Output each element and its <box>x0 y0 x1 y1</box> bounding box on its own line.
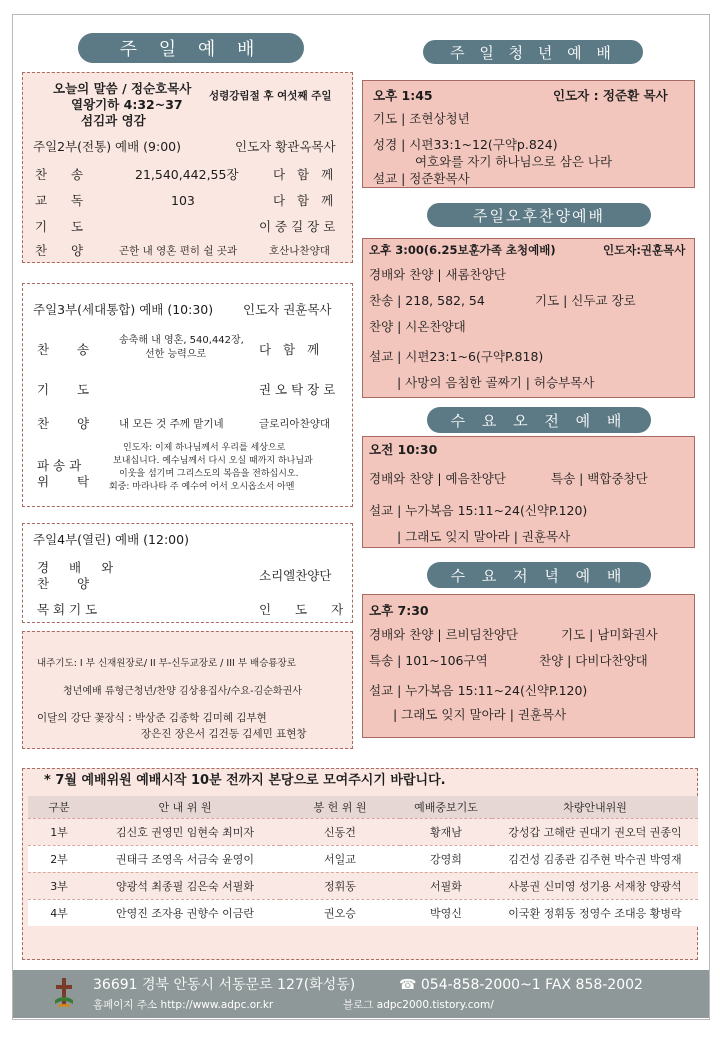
youth-sermon: 설교 | 정준환목사 <box>373 171 470 186</box>
row-value: 103 <box>171 193 195 208</box>
praise-right: 글로리아찬양대 <box>259 418 331 430</box>
afternoon-worship-title: 주일오후찬양예배 <box>427 203 651 227</box>
wed-evening-special: 특송 | 101~106구역 <box>369 653 488 668</box>
prayer-label: 목 회 기 도 <box>37 602 98 617</box>
service-header: 주일2부(전통) 예배 (9:00) <box>33 139 182 154</box>
youth-time: 오후 1:45 <box>373 88 433 103</box>
sunday-worship-title: 주 일 예 배 <box>78 33 304 63</box>
duty-cell: 권태극 조영옥 서금숙 윤영이 <box>90 845 280 872</box>
youth-prayer: 기도 | 조현상청년 <box>373 111 470 126</box>
duty-cell: 황재남 <box>400 818 492 845</box>
footer-blog[interactable]: 블로그 adpc2000.tistory.com/ <box>343 999 494 1011</box>
send-text: 이웃을 섬기며 그리스도의 복음을 전하십시오. <box>119 469 299 479</box>
wed-morning-scripture: 설교 | 누가복음 15:11~24(신약P.120) <box>369 503 588 518</box>
duty-title: * 7월 예배위원 예배시작 10분 전까지 본당으로 모여주시기 바랍니다. <box>44 773 446 788</box>
scripture: 열왕기하 4:32~37 <box>71 97 183 112</box>
hymn-line: 송축해 내 영혼, 540,442장, <box>119 335 244 346</box>
announcement: 장은진 장은서 김건동 김세민 표현창 <box>141 728 307 740</box>
hymn-label: 찬 송 <box>37 342 102 357</box>
afternoon-box <box>362 238 695 398</box>
duty-cell: 권오승 <box>280 899 400 926</box>
duty-header: 예배중보기도 <box>400 796 492 818</box>
fourth-service-box <box>22 523 353 623</box>
worship-label: 경 배 와 <box>37 560 122 575</box>
duty-cell: 강성갑 고해란 권대기 권오덕 권종익 <box>492 818 698 845</box>
announcement: 이달의 강단 꽃장식 : 박상준 김종학 김미혜 김부현 <box>37 712 267 724</box>
row-label: 찬 양 <box>35 243 94 258</box>
wed-evening-time: 오후 7:30 <box>369 603 429 618</box>
announcement: 청년예배 류형근청년/찬양 김상용집사/수요-김순화권사 <box>63 686 302 697</box>
wed-evening-worship: 경배와 찬양 | 르비딤찬양단 <box>369 627 518 642</box>
praise-label: 찬 양 <box>37 416 102 431</box>
footer-phone: ☎ 054-858-2000~1 FAX 858-2002 <box>399 977 643 993</box>
prayer-right: 인 도 자 <box>259 602 354 617</box>
hymn-right: 다 함 께 <box>259 342 324 357</box>
send-label: 파 송 과 <box>37 458 82 473</box>
wed-morning-special: 특송 | 백합중창단 <box>551 471 648 486</box>
duty-cell: 김건성 김종관 김주현 박수권 박영재 <box>492 845 698 872</box>
cross-icon <box>53 978 75 1010</box>
duty-cell: 4부 <box>28 899 90 926</box>
afternoon-prayer: 기도 | 신두교 장로 <box>535 293 636 308</box>
wed-morning-worship: 경배와 찬양 | 예음찬양단 <box>369 471 506 486</box>
leader: 인도자 권훈목사 <box>243 302 332 317</box>
duty-cell: 사봉권 신미영 성기용 서재창 양광석 <box>492 872 698 899</box>
praise-value: 내 모든 것 주께 맡기네 <box>119 418 224 430</box>
youth-scripture: 성경 | 시편33:1~12(구약p.824) <box>373 137 558 152</box>
duty-cell: 박영신 <box>400 899 492 926</box>
youth-worship-title: 주 일 청 년 예 배 <box>423 40 643 64</box>
second-service-box <box>22 72 353 263</box>
duty-cell: 2부 <box>28 845 90 872</box>
footer-homepage[interactable]: 홈페이지 주소 http://www.adpc.or.kr <box>93 999 274 1011</box>
row-right: 호산나찬양대 <box>269 245 330 257</box>
announcements-box <box>22 631 353 749</box>
row-right: 다 함 께 <box>273 167 338 182</box>
row-value: 21,540,442,55장 <box>135 167 239 182</box>
wed-evening-scripture: 설교 | 누가복음 15:11~24(신약P.120) <box>369 683 588 698</box>
duty-header: 안 내 위 원 <box>90 796 280 818</box>
afternoon-worship: 경배와 찬양 | 새롬찬양단 <box>369 267 506 282</box>
hymn-line: 선한 능력으로 <box>145 349 207 360</box>
duty-cell: 이국환 정휘동 정영수 조대응 황병락 <box>492 899 698 926</box>
duty-cell: 서일교 <box>280 845 400 872</box>
row-label: 기 도 <box>35 219 94 234</box>
duty-cell: 3부 <box>28 872 90 899</box>
service-header: 주일4부(열린) 예배 (12:00) <box>33 532 189 547</box>
footer <box>13 970 709 1018</box>
row-label: 교 독 <box>35 193 94 208</box>
wed-morning-box <box>362 436 695 548</box>
wed-evening-title: 수 요 저 녁 예 배 <box>427 562 651 588</box>
duty-cell: 양광석 최종필 김은숙 서필화 <box>90 872 280 899</box>
duty-cell: 1부 <box>28 818 90 845</box>
announcement: 내주기도: I 부 신재원장로/ II 부-신두교장로 / III 부 배승룡장로 <box>37 658 296 669</box>
wed-evening-box <box>362 594 695 738</box>
duty-table <box>28 796 698 926</box>
duty-header-row <box>28 796 698 818</box>
prayer-label: 기 도 <box>37 382 102 397</box>
afternoon-praise: 찬양 | 시온찬양대 <box>369 319 466 334</box>
send-text: 보내십니다. 예수님께서 다시 오실 때까지 하나님과 <box>113 456 313 466</box>
duty-cell: 강영희 <box>400 845 492 872</box>
afternoon-scripture: 설교 | 시편23:1~6(구약P.818) <box>369 349 544 364</box>
send-text: 회중: 마라나타 주 예수여 어서 오시옵소서 아멘 <box>109 482 295 492</box>
row-value: 곤한 내 영혼 편히 쉴 곳과 <box>119 245 238 257</box>
duty-header: 구분 <box>28 796 90 818</box>
duty-cell: 서필화 <box>400 872 492 899</box>
sermon-title: 섬김과 영감 <box>81 113 146 128</box>
wed-morning-title: 수 요 오 전 예 배 <box>427 407 651 433</box>
afternoon-leader: 인도자:권훈목사 <box>603 243 686 257</box>
afternoon-time: 오후 3:00(6.25보훈가족 초청예배) <box>369 243 556 257</box>
table-row <box>28 872 698 899</box>
row-right: 다 함 께 <box>273 193 338 208</box>
row-right: 이 중 길 장 로 <box>259 219 336 234</box>
table-row <box>28 845 698 872</box>
worship-right: 소리엘찬양단 <box>259 568 332 583</box>
duty-cell: 안영진 조자용 권향수 이금란 <box>90 899 280 926</box>
send-label: 위 탁 <box>37 474 102 489</box>
wed-evening-praise: 찬양 | 다비다찬양대 <box>539 653 648 668</box>
worship-label: 찬 양 <box>37 576 102 591</box>
service-header: 주일3부(세대통합) 예배 (10:30) <box>33 302 214 317</box>
row-label: 찬 송 <box>35 167 94 182</box>
duty-cell: 김신호 권영민 임현숙 최미자 <box>90 818 280 845</box>
wed-evening-prayer: 기도 | 남미화권사 <box>561 627 658 642</box>
table-row <box>28 818 698 845</box>
wed-evening-sermon: | 그래도 잊지 말아라 | 권훈목사 <box>393 707 567 722</box>
third-service-box <box>22 283 353 507</box>
youth-scripture-title: 여호와를 자기 하나님으로 삼은 나라 <box>415 154 613 169</box>
wed-morning-time: 오전 10:30 <box>369 442 438 457</box>
table-row <box>28 899 698 926</box>
duty-cell: 정휘동 <box>280 872 400 899</box>
leader: 인도자 황관옥목사 <box>235 139 336 154</box>
duty-header: 봉 헌 위 원 <box>280 796 400 818</box>
afternoon-hymn: 찬송 | 218, 582, 54 <box>369 293 485 308</box>
afternoon-sermon: | 사망의 음침한 골짜기 | 허승부목사 <box>397 375 595 390</box>
prayer-right: 권 오 탁 장 로 <box>259 382 336 397</box>
youth-leader: 인도자 : 정준환 목사 <box>553 88 668 103</box>
duty-header: 차량안내위원 <box>492 796 698 818</box>
duty-cell: 신동건 <box>280 818 400 845</box>
wed-morning-sermon: | 그래도 잊지 말아라 | 권훈목사 <box>397 529 571 544</box>
send-text: 인도자: 이제 하나님께서 우리를 세상으로 <box>123 443 286 453</box>
sermon-line: 오늘의 말씀 / 정순호목사 <box>53 81 192 96</box>
youth-box <box>362 80 695 188</box>
occasion: 성령강림절 후 여섯째 주일 <box>209 90 332 102</box>
footer-address: 36691 경북 안동시 서동문로 127(화성동) <box>93 977 356 993</box>
